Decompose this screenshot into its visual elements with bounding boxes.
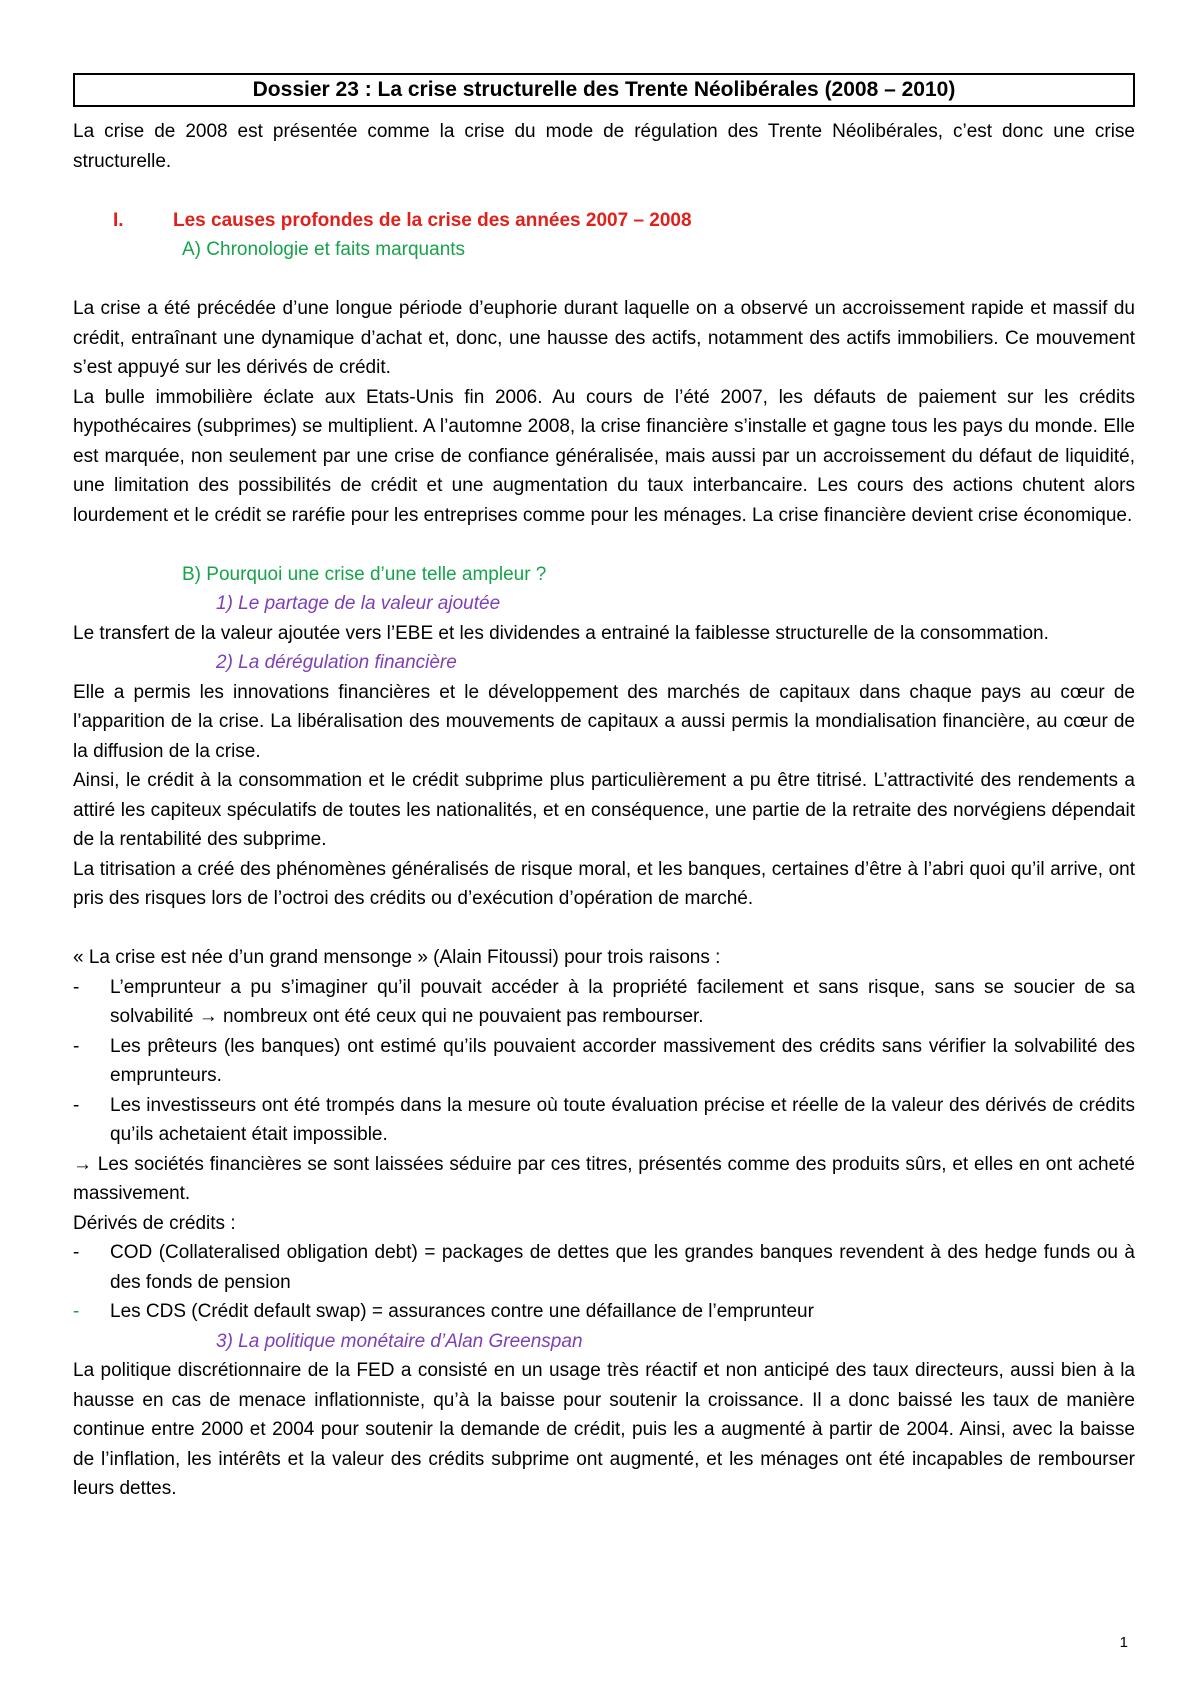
b2-paragraph-3: La titrisation a créé des phénomènes généralisés de risque moral, et les banques, certaines d’être à l’abri quoi qu’il arrive, ont pris des risques lors de l’octroi des crédits ou d’exécution d’opération de marché. xyxy=(73,858,1135,909)
dash-bullet: - xyxy=(73,1094,80,1116)
list-item: - Les investisseurs ont été trompés dans la mesure où toute évaluation précise et réelle de la valeur des dérivés de crédits qu’ils achetaient était impossible. xyxy=(73,1091,1135,1150)
page-number: 1 xyxy=(1119,1634,1128,1651)
reasons-list xyxy=(73,973,1135,1150)
dash-bullet: - xyxy=(73,1035,80,1057)
b3-heading: 3) La politique monétaire d’Alan Greenspan xyxy=(216,1330,583,1352)
b2-heading: 2) La dérégulation financière xyxy=(216,652,457,673)
dash-bullet: - xyxy=(73,1242,80,1263)
section-1-title: Les causes profondes de la crise des années 2007 – 2008 xyxy=(173,209,692,231)
derives-list xyxy=(73,1238,1135,1327)
intro-paragraph: La crise de 2008 est présentée comme la crise du mode de régulation des Trente Néolibérales, c’est donc une crise structurelle. xyxy=(73,121,1135,172)
document-title: Dossier 23 : La crise structurelle des Trente Néolibérales (2008 – 2010) xyxy=(73,73,1135,107)
document-page xyxy=(73,73,1135,1504)
list-item: - COD (Collateralised obligation debt) = packages de dettes que les grandes banques revendent à des hedge funds ou à des fonds de pension xyxy=(73,1238,1135,1297)
subsection-a-heading: A) Chronologie et faits marquants xyxy=(182,239,466,260)
section-1-heading xyxy=(73,206,1135,236)
derives-label: Dérivés de crédits : xyxy=(73,1212,236,1234)
b2-paragraph-1: Elle a permis les innovations financières et le développement des marchés de capitaux dans chaque pays au cœur de l’apparition de la crise. La libéralisation des mouvements de capitaux a aussi permis la mondialisation financière, au cœur de la diffusion de la crise. xyxy=(73,681,1135,762)
dash-bullet: - xyxy=(73,1301,80,1322)
dash-bullet: - xyxy=(73,976,80,998)
list-item: - Les prêteurs (les banques) ont estimé qu’ils pouvaient accorder massivement des crédits sans vérifier la solvabilité des emprunteurs. xyxy=(73,1032,1135,1091)
list-item: - Les CDS (Crédit default swap) = assurances contre une défaillance de l’emprunteur xyxy=(73,1297,1135,1327)
list-item: - L’emprunteur a pu s’imaginer qu’il pouvait accéder à la propriété facilement et sans risque, sans se soucier de sa solvabilité → nombreux ont été ceux qui ne pouvaient pas rembourser. xyxy=(73,973,1135,1032)
b2-paragraph-2: Ainsi, le crédit à la consommation et le crédit subprime plus particulièrement a pu être titrisé. L’attractivité des rendements a attiré les capiteux spéculatifs de toutes les nationalités, et en conséquence, une partie de la retraite des norvégiens dépendait de la rentabilité des subprime. xyxy=(73,770,1135,850)
section-1-number: I. xyxy=(113,209,124,231)
subsection-b-heading: B) Pourquoi une crise d’une telle ampleur ? xyxy=(182,563,547,585)
fitoussi-quote: « La crise est née d’un grand mensonge » (Alain Fitoussi) pour trois raisons : xyxy=(73,947,721,968)
conclusion-paragraph: → Les sociétés financières se sont laissées séduire par ces titres, présentés comme des produits sûrs, et elles en ont acheté massivement. xyxy=(73,1153,1135,1204)
b1-paragraph: Le transfert de la valeur ajoutée vers l’EBE et les dividendes a entrainé la faiblesse structurelle de la consommation. xyxy=(73,622,1049,644)
paragraph-a2: La bulle immobilière éclate aux Etats-Unis fin 2006. Au cours de l’été 2007, les défauts de paiement sur les crédits hypothécaires (subprimes) se multiplient. A l’automne 2008, la crise financière s’installe et gagne tous les pays du monde. Elle est marquée, non seulement par une crise de confiance généralisée, mais aussi par un accroissement du défaut de liquidité, une limitation des possibilités de crédit et une augmentation du taux interbancaire. Les cours des actions chutent alors lourdement et le crédit se raréfie pour les entreprises comme pour les ménages. La crise financière devient crise économique. xyxy=(73,386,1135,526)
paragraph-a1: La crise a été précédée d’une longue période d’euphorie durant laquelle on a observé un accroissement rapide et massif du crédit, entraînant une dynamique d’achat et, donc, une hausse des actifs, notamment des actifs immobiliers. Ce mouvement s’est appuyé sur les dérivés de crédit. xyxy=(73,298,1135,378)
b1-heading: 1) Le partage de la valeur ajoutée xyxy=(216,593,501,614)
b3-paragraph: La politique discrétionnaire de la FED a consisté en un usage très réactif et non anticipé des taux directeurs, aussi bien à la hausse en cas de menace inflationniste, qu’à la baisse pour soutenir la croissance. Il a donc baissé les taux de manière continue entre 2000 et 2004 pour soutenir la demande de crédit, puis les a augmenté à partir de 2004. Ainsi, avec la baisse de l’inflation, les intérêts et la valeur des crédits subprime ont augmenté, et les ménages ont été incapables de rembourser leurs dettes. xyxy=(73,1360,1135,1499)
